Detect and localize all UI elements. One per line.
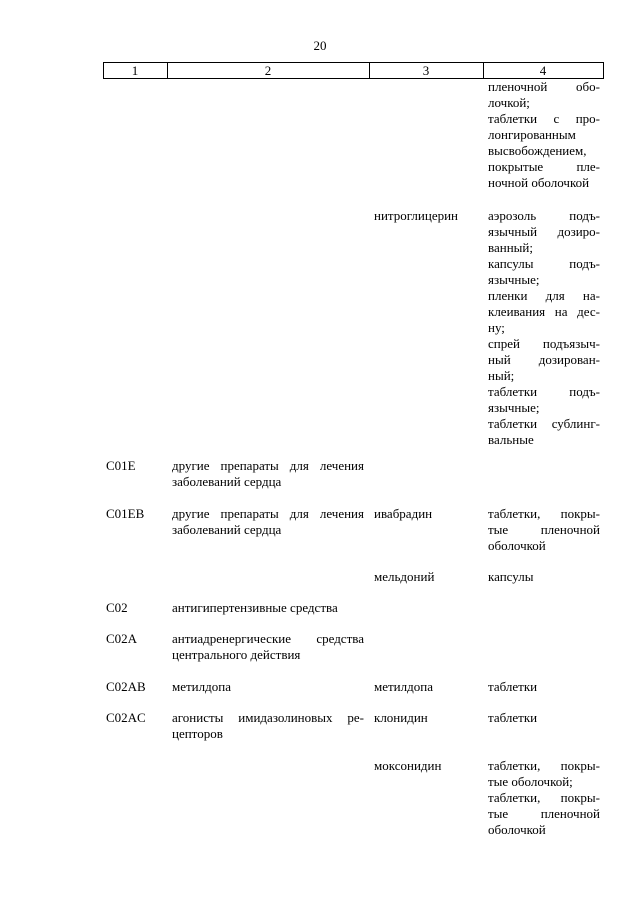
- cell-line: заболеваний сердца: [172, 522, 282, 537]
- cell-line: лонгированным: [488, 127, 576, 142]
- atc-code: C02: [106, 600, 128, 615]
- cell-line: метилдопа: [172, 679, 231, 694]
- cell-line: язычные;: [488, 400, 540, 415]
- cell-line: лочкой;: [488, 95, 530, 110]
- cell-line: аэрозоль подъ-: [488, 208, 600, 223]
- atc-code: C01EB: [106, 506, 145, 521]
- cell-line: тые пленочной: [488, 806, 600, 821]
- cell-line: тые пленочной: [488, 522, 600, 537]
- cell-line: язычный дозиро-: [488, 224, 600, 239]
- cell-line: таблетки: [488, 679, 538, 694]
- cell-line: другие препараты для лечения: [172, 506, 364, 521]
- drug-name: клонидин: [374, 710, 428, 725]
- table-header: [103, 62, 604, 79]
- atc-code: C01E: [106, 458, 136, 473]
- cell-line: ванный;: [488, 240, 533, 255]
- cell-line: покрытые пле-: [488, 159, 600, 174]
- drug-name: ивабрадин: [374, 506, 433, 521]
- cell-line: агонисты имидазолиновых ре-: [172, 710, 364, 725]
- dosage-forms: [488, 569, 600, 585]
- cell-line: ный дозирован-: [488, 352, 600, 367]
- cell-line: пленки для на-: [488, 288, 600, 303]
- header-col-2: 2: [264, 63, 272, 78]
- cell-line: таблетки подъ-: [488, 384, 600, 399]
- atc-code: C02AB: [106, 679, 146, 694]
- cell-line: ночной оболочкой: [488, 175, 590, 190]
- dosage-forms: [488, 679, 600, 695]
- atc-code: C02A: [106, 631, 138, 646]
- header-col-4: 4: [539, 63, 547, 78]
- cell-line: капсулы: [488, 569, 534, 584]
- page-number: 20: [313, 38, 327, 53]
- group-name: [172, 679, 364, 695]
- dosage-forms: [488, 79, 600, 191]
- atc-code: C02AC: [106, 710, 146, 725]
- cell-line: клеивания на дес-: [488, 304, 600, 319]
- cell-line: другие препараты для лечения: [172, 458, 364, 473]
- drug-name: мельдоний: [374, 569, 435, 584]
- cell-line: капсулы подъ-: [488, 256, 600, 271]
- cell-line: таблетки с про-: [488, 111, 600, 126]
- cell-line: ный;: [488, 368, 515, 383]
- cell-line: вальные: [488, 432, 534, 447]
- dosage-forms: [488, 208, 600, 448]
- group-name: [172, 458, 364, 490]
- cell-line: таблетки: [488, 710, 538, 725]
- cell-line: оболочкой: [488, 822, 546, 837]
- cell-line: таблетки, покры-: [488, 790, 600, 805]
- dosage-forms: [488, 710, 600, 726]
- group-name: [172, 506, 364, 538]
- cell-line: спрей подъязыч-: [488, 336, 600, 351]
- cell-line: высвобождением,: [488, 143, 587, 158]
- group-name: [172, 710, 364, 742]
- cell-line: оболочкой: [488, 538, 546, 553]
- header-col-1: 1: [131, 63, 139, 78]
- cell-line: антиадренергические средства: [172, 631, 364, 646]
- cell-line: пленочной обо-: [488, 79, 600, 94]
- cell-line: центрального действия: [172, 647, 301, 662]
- group-name: [172, 631, 364, 663]
- dosage-forms: [488, 758, 600, 838]
- drug-name: моксонидин: [374, 758, 442, 773]
- cell-line: язычные;: [488, 272, 540, 287]
- cell-line: таблетки, покры-: [488, 758, 600, 773]
- cell-line: антигипертензивные средства: [172, 600, 338, 615]
- dosage-forms: [488, 506, 600, 554]
- group-name: [172, 600, 364, 616]
- cell-line: таблетки, покры-: [488, 506, 600, 521]
- drug-name: нитроглицерин: [374, 208, 459, 223]
- cell-line: таблетки сублинг-: [488, 416, 600, 431]
- cell-line: цепторов: [172, 726, 223, 741]
- cell-line: тые оболочкой;: [488, 774, 573, 789]
- header-col-3: 3: [422, 63, 430, 78]
- drug-name: метилдопа: [374, 679, 433, 694]
- cell-line: ну;: [488, 320, 505, 335]
- cell-line: заболеваний сердца: [172, 474, 282, 489]
